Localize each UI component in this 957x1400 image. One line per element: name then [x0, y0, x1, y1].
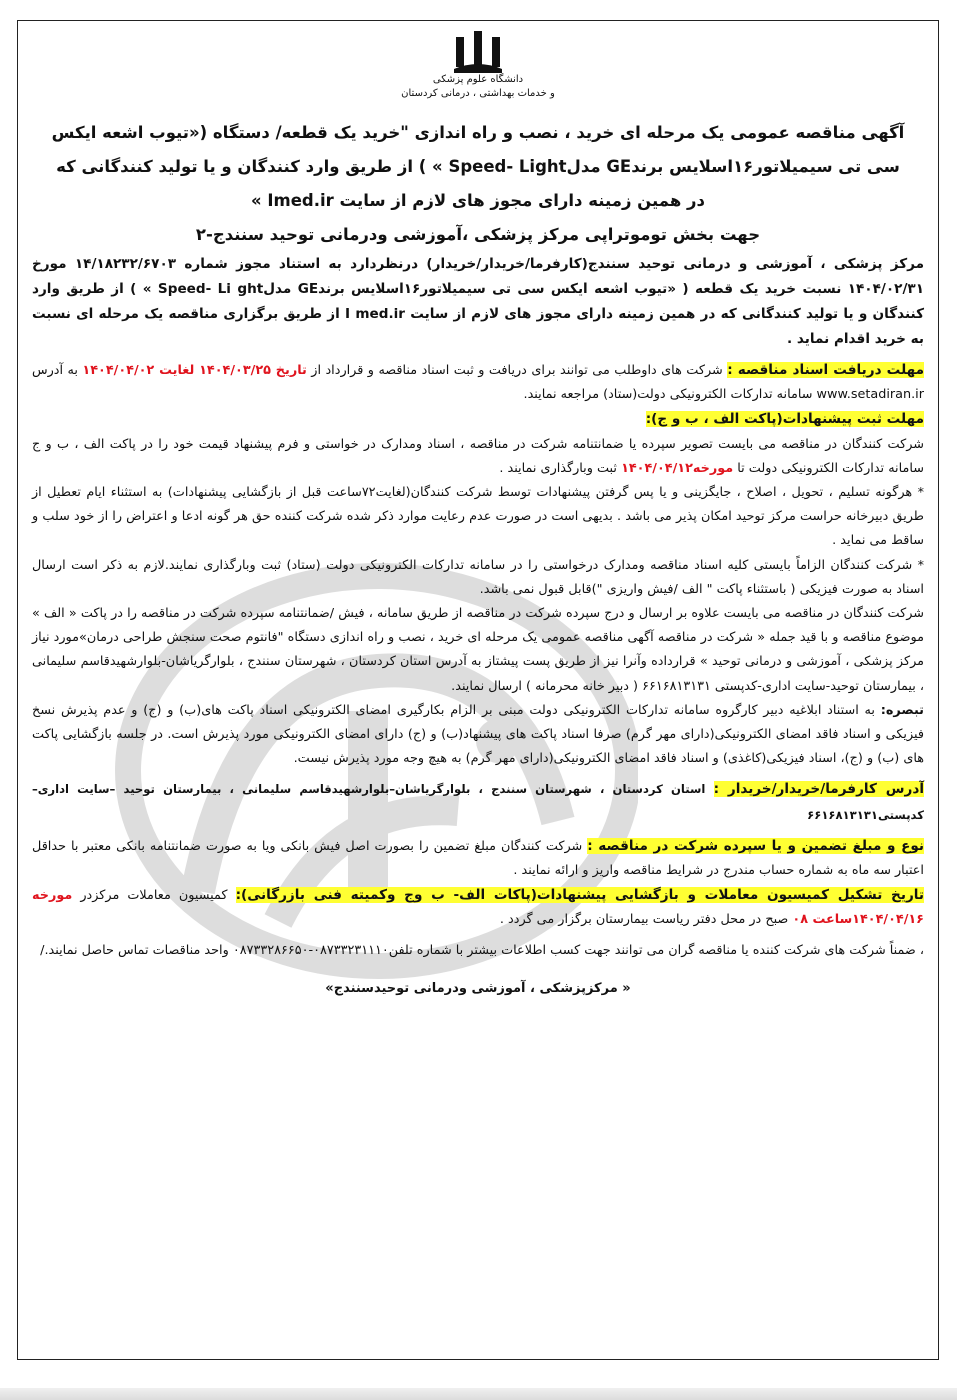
university-logo: [32, 21, 924, 101]
bids-text-b: ثبت وبارگذاری نمایند .: [499, 460, 617, 476]
bottom-edge: [0, 1388, 957, 1400]
address-text: استان کردستان ، شهرستان سنندج ، بلوارگریاشان–بلوارشهیدقاسم سلیمانی ، بیمارستان توحید –سایت اداری–کدپستی۶۶۱۶۸۱۳۱۳۱: [32, 782, 924, 822]
guarantee-paragraph: [32, 834, 924, 883]
address-label: آدرس کارفرما/خریدار/خریدار :: [713, 781, 924, 798]
footer-signature: « مرکزپزشکی ، آموزشی ودرمانی توحیدسنندج»: [325, 980, 631, 996]
docs-deadline-label: مهلت دریافت اسناد مناقصه :: [727, 362, 925, 378]
note-label: تبصره:: [880, 702, 924, 718]
contact-paragraph: ، ضمناً شرکت های شرکت کننده یا مناقصه گران می توانند جهت کسب اطلاعات بیشتر با شماره تلفن۰۸۷۳۳۲۳۱۱۱۰-۰۸۷۳۳۲۸۶۶۵۰ واحد مناقصات تماس حاصل نمایند./: [40, 942, 924, 958]
title-line-1: آگهی مناقصه عمومی یک مرحله ای خرید ، نصب و راه اندازی "خرید یک قطعه/ دستگاه («تیوب اشعه ایکس: [51, 123, 905, 142]
committee-label: تاریخ تشکیل کمیسیون معاملات و بازگشایی پیشنهادات(پاکات الف- ب وج وکمیته فنی بازرگانی):: [235, 887, 924, 904]
title-line-2: سی تی سیمیلاتور۱۶اسلایس برندGE مدلSpeed- Light » ) از طریق وارد کنندگان و یا تولید کنندگانی که: [56, 157, 900, 176]
guarantee-label: نوع و مبلغ تضمین و یا سپرده شرکت در مناقصه :: [587, 837, 924, 854]
guarantee-text: شرکت کنندگان مبلغ تضمین را بصورت اصل فیش بانکی ویا به صورت ضمانتنامه بانکی معتبر با حداقل اعتبار سه ماه به شماره حساب مندرج در شرایط مناقصه واریز و ارائه نمایند .: [32, 838, 924, 879]
address-paragraph: [32, 777, 924, 827]
note-text: به استناد ابلاغیه دبیر کارگروه سامانه تدارکات الکترونیکی دولت مبنی بر الزام بکارگیری امضای الکترونیکی اسناد پاکت های(ب) و (ج) و عدم پذیرش نسخ فیزیکی و اسناد فاقد امضای الکترونیکی(دارای مهر گرم) صرفا اسناد پاکت های پیشنهاد(ب) و (ج) دارای امضای الکترونیکی مورد پذیرش است. در جلسه بازگشایی پاکت های (ب) و (ج)، اسناد فیزیکی(کاغذی) و اسناد فاقد امضای الکترونیکی(دارای مهر گرم) به هیچ وجه مورد پذیرش نیست.: [32, 702, 924, 767]
logo-caption-2: و خدمات بهداشتی ، درمانی کردستان: [401, 88, 555, 99]
bids-paragraph-4: شرکت کنندگان در مناقصه می بایست علاوه بر ارسال و درج سپرده شرکت در مناقصه از طریق سامانه ، فیش /ضمانتنامه سپرده شرکت در مناقصه را در پاکت « الف » موضوع مناقصه و با قید جمله « شرکت در مناقصه آگهی مناقصه عمومی یک مرحله ای خرید ، نصب و راه اندازی دستگاه "فانتوم صحت سنجش طراحی درمان»مورد نیاز مرکز پزشکی ، آموزشی و درمانی توحید » قرارداده وآنرا نیز از طریق پست پیشتاز به آدرس استان کردستان ، شهرستان سنندج ، بلوارگریاشان-بلوارشهیدقاسم سلیمانی ، بیمارستان توحید-سایت اداری-کدپستی ۶۶۱۶۸۱۳۱۳۱ ( دبیر خانه محرمانه ) ارسال نمایند.: [32, 606, 924, 694]
bids-deadline-heading: [32, 407, 924, 432]
docs-deadline-address: به آدرس www.setadiran.ir سامانه تدارکات الکترونیکی دولت(ستاد) مراجعه نمایند.: [32, 363, 924, 403]
docs-deadline-paragraph: [32, 358, 924, 407]
announcement-page: [17, 20, 939, 1360]
logo-caption-1: دانشگاه علوم پزشکی: [432, 74, 524, 85]
bids-paragraph-3: * شرکت کنندگان الزاماً بایستی کلیه اسناد مناقصه ومدارک درخواستی را در سامانه تدارکات الکترونیکی دولت (ستاد) ثبت وبارگذاری نمایند.لازم به ذکر است ارسال اسناد به صورت فیزیکی ( باستثناء پاکت " الف /فیش واریزی ")قابل قبول نمی باشد.: [32, 557, 924, 597]
docs-deadline-date: تاریخ ۱۴۰۴/۰۳/۲۵ لغایت ۱۴۰۴/۰۴/۰۲: [82, 363, 307, 378]
intro-paragraph: مرکز پزشکی ، آموزشی و درمانی توحید سنندج(کارفرما/خریدار/خریدار) درنظردارد به استناد مجوز شماره ۱۴/۱۸۲۳۲/۶۷۰۳ مورخ ۱۴۰۴/۰۲/۳۱ نسبت خرید یک قطعه ( «تیوب اشعه ایکس سی تی سیمیلاتور۱۶اسلایس برندGE مدلSpeed- Li ght » ) از طریق وارد کنندگان و یا تولید کنندگانی که در همین زمینه دارای مجوز های لازم از سایت I med.ir از طریق برگزاری مناقصه یک مرحله ای نسبت به خرید اقدام نماید .: [32, 256, 925, 347]
docs-deadline-text: شرکت های داوطلب می توانند برای دریافت و ثبت اسناد مناقصه و قرارداد از: [311, 363, 723, 378]
bids-text-a: شرکت کنندگان در مناقصه می بایست تصویر سپرده یا ضمانتنامه شرکت در مناقصه ، اسناد ومدارک در خواستی و فرم پیشنهاد قیمت خود را در پاکت الف ، ب و ج سامانه تدارکات الکترونیکی دولت تا: [32, 436, 924, 476]
committee-text-b: صبح در محل دفتر ریاست بیمارستان برگزار می گردد .: [499, 912, 789, 928]
bids-date: مورخه۱۴۰۴/۰۴/۱۲: [621, 460, 734, 476]
note-paragraph: [32, 699, 924, 772]
bids-paragraph-2: * هرگونه تسلیم ، تحویل ، اصلاح ، جایگزینی و یا پس گرفتن پیشنهادات توسط شرکت کنندگان(لغایت۷۲ساعت قبل از بازگشایی پیشنهادات) به استثناء ایام تعطیل از طریق دبیرخانه حراست مرکز توحید امکان پذیر می باشد . بدیهی است در صورت عدم رعایت موارد ذکر شده شرکت کننده حق هر گونه ادعا و اعتراض را از خود سلب و ساقط می نماید .: [32, 485, 924, 549]
bids-paragraph-1: [32, 433, 924, 481]
bids-deadline-label: مهلت ثبت پیشنهادات(پاکت الف ، ب و ج):: [645, 411, 924, 428]
committee-paragraph: [32, 883, 924, 932]
committee-text-a: کمیسیون معاملات مرکزدر: [80, 888, 228, 904]
title-line-3: در همین زمینه دارای مجوز های لازم از سایت Imed.ir »: [251, 191, 705, 210]
university-logo-icon: [450, 31, 506, 73]
title-line-4: جهت بخش توموتراپی مرکز پزشکی ،آموزشی ودرمانی توحید سنندج-۲: [195, 225, 761, 244]
committee-date: مورخه ۱۴۰۴/۰۴/۱۶ساعت ۰۸: [32, 888, 924, 928]
